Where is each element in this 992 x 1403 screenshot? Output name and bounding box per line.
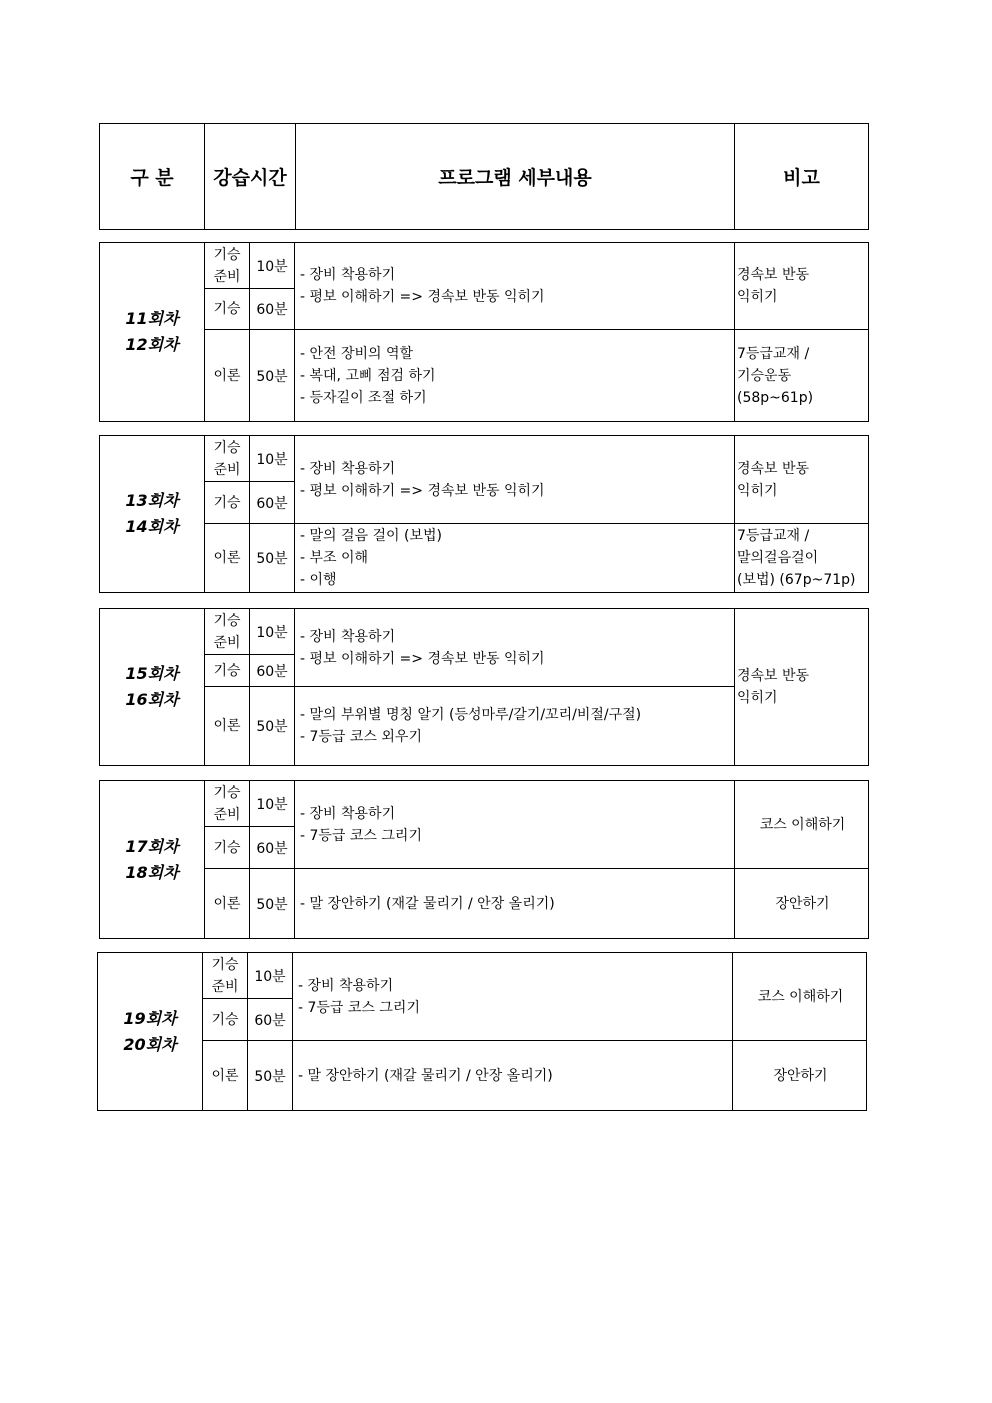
category-cell: 이론	[205, 524, 250, 593]
note-cell: 코스 이해하기	[733, 953, 867, 1041]
session-block-17-18	[99, 780, 869, 939]
category-cell: 기승	[205, 827, 250, 869]
content-cell: - 안전 장비의 역할 - 복대, 고삐 점검 하기 - 등자길이 조절 하기	[295, 330, 735, 422]
session-block-15-16	[99, 608, 869, 766]
note-cell: 경속보 반동 익히기	[735, 609, 869, 766]
content-cell: - 말의 부위별 명칭 알기 (등성마루/갈기/꼬리/비절/구절) - 7등급 코스 외우기	[295, 687, 735, 766]
time-cell: 10분	[250, 243, 295, 289]
content-cell: - 장비 착용하기 - 7등급 코스 그리기	[293, 953, 733, 1041]
note-cell: 7등급교재 / 말의걸음걸이 (보법) (67p~71p)	[735, 524, 869, 593]
time-cell: 50분	[250, 869, 295, 939]
note-cell: 경속보 반동 익히기	[735, 436, 869, 524]
note-cell: 장안하기	[735, 869, 869, 939]
session-label: 11회차 12회차	[100, 243, 205, 422]
time-cell: 10분	[250, 436, 295, 482]
content-cell: - 장비 착용하기 - 평보 이해하기 => 경속보 반동 익히기	[295, 436, 735, 524]
category-cell: 이론	[205, 687, 250, 766]
note-cell: 장안하기	[733, 1041, 867, 1111]
session-block-13-14	[99, 435, 869, 593]
header-time: 강습시간	[205, 124, 296, 230]
note-cell: 경속보 반동 익히기	[735, 243, 869, 330]
time-cell: 60분	[250, 482, 295, 524]
category-cell: 기승	[205, 655, 250, 687]
time-cell: 50분	[250, 687, 295, 766]
session-label: 13회차 14회차	[100, 436, 205, 593]
session-block-19-20	[97, 952, 867, 1111]
session-label: 17회차 18회차	[100, 781, 205, 939]
note-cell: 코스 이해하기	[735, 781, 869, 869]
time-cell: 10분	[250, 609, 295, 655]
category-cell: 기승 준비	[205, 609, 250, 655]
time-cell: 60분	[248, 999, 293, 1041]
header-category: 구 분	[100, 124, 205, 230]
header-table	[99, 123, 869, 230]
category-cell: 기승 준비	[205, 781, 250, 827]
time-cell: 10분	[248, 953, 293, 999]
content-cell: - 말 장안하기 (재갈 물리기 / 안장 올리기)	[293, 1041, 733, 1111]
content-cell: - 말 장안하기 (재갈 물리기 / 안장 올리기)	[295, 869, 735, 939]
category-cell: 기승	[203, 999, 248, 1041]
category-cell: 기승 준비	[205, 436, 250, 482]
content-cell: - 말의 걸음 걸이 (보법) - 부조 이해 - 이행	[295, 524, 735, 593]
time-cell: 60분	[250, 289, 295, 330]
category-cell: 기승 준비	[205, 243, 250, 289]
time-cell: 10분	[250, 781, 295, 827]
time-cell: 50분	[250, 524, 295, 593]
time-cell: 60분	[250, 827, 295, 869]
content-cell: - 장비 착용하기 - 평보 이해하기 => 경속보 반동 익히기	[295, 243, 735, 330]
category-cell: 이론	[203, 1041, 248, 1111]
header-note: 비고	[735, 124, 869, 230]
category-cell: 기승 준비	[203, 953, 248, 999]
category-cell: 이론	[205, 330, 250, 422]
content-cell: - 장비 착용하기 - 평보 이해하기 => 경속보 반동 익히기	[295, 609, 735, 687]
header-content: 프로그램 세부내용	[296, 124, 735, 230]
time-cell: 50분	[250, 330, 295, 422]
category-cell: 기승	[205, 482, 250, 524]
category-cell: 기승	[205, 289, 250, 330]
category-cell: 이론	[205, 869, 250, 939]
time-cell: 60분	[250, 655, 295, 687]
time-cell: 50분	[248, 1041, 293, 1111]
content-cell: - 장비 착용하기 - 7등급 코스 그리기	[295, 781, 735, 869]
note-cell: 7등급교재 / 기승운동 (58p~61p)	[735, 330, 869, 422]
session-block-11-12	[99, 242, 869, 422]
session-label: 15회차 16회차	[100, 609, 205, 766]
session-label: 19회차 20회차	[98, 953, 203, 1111]
